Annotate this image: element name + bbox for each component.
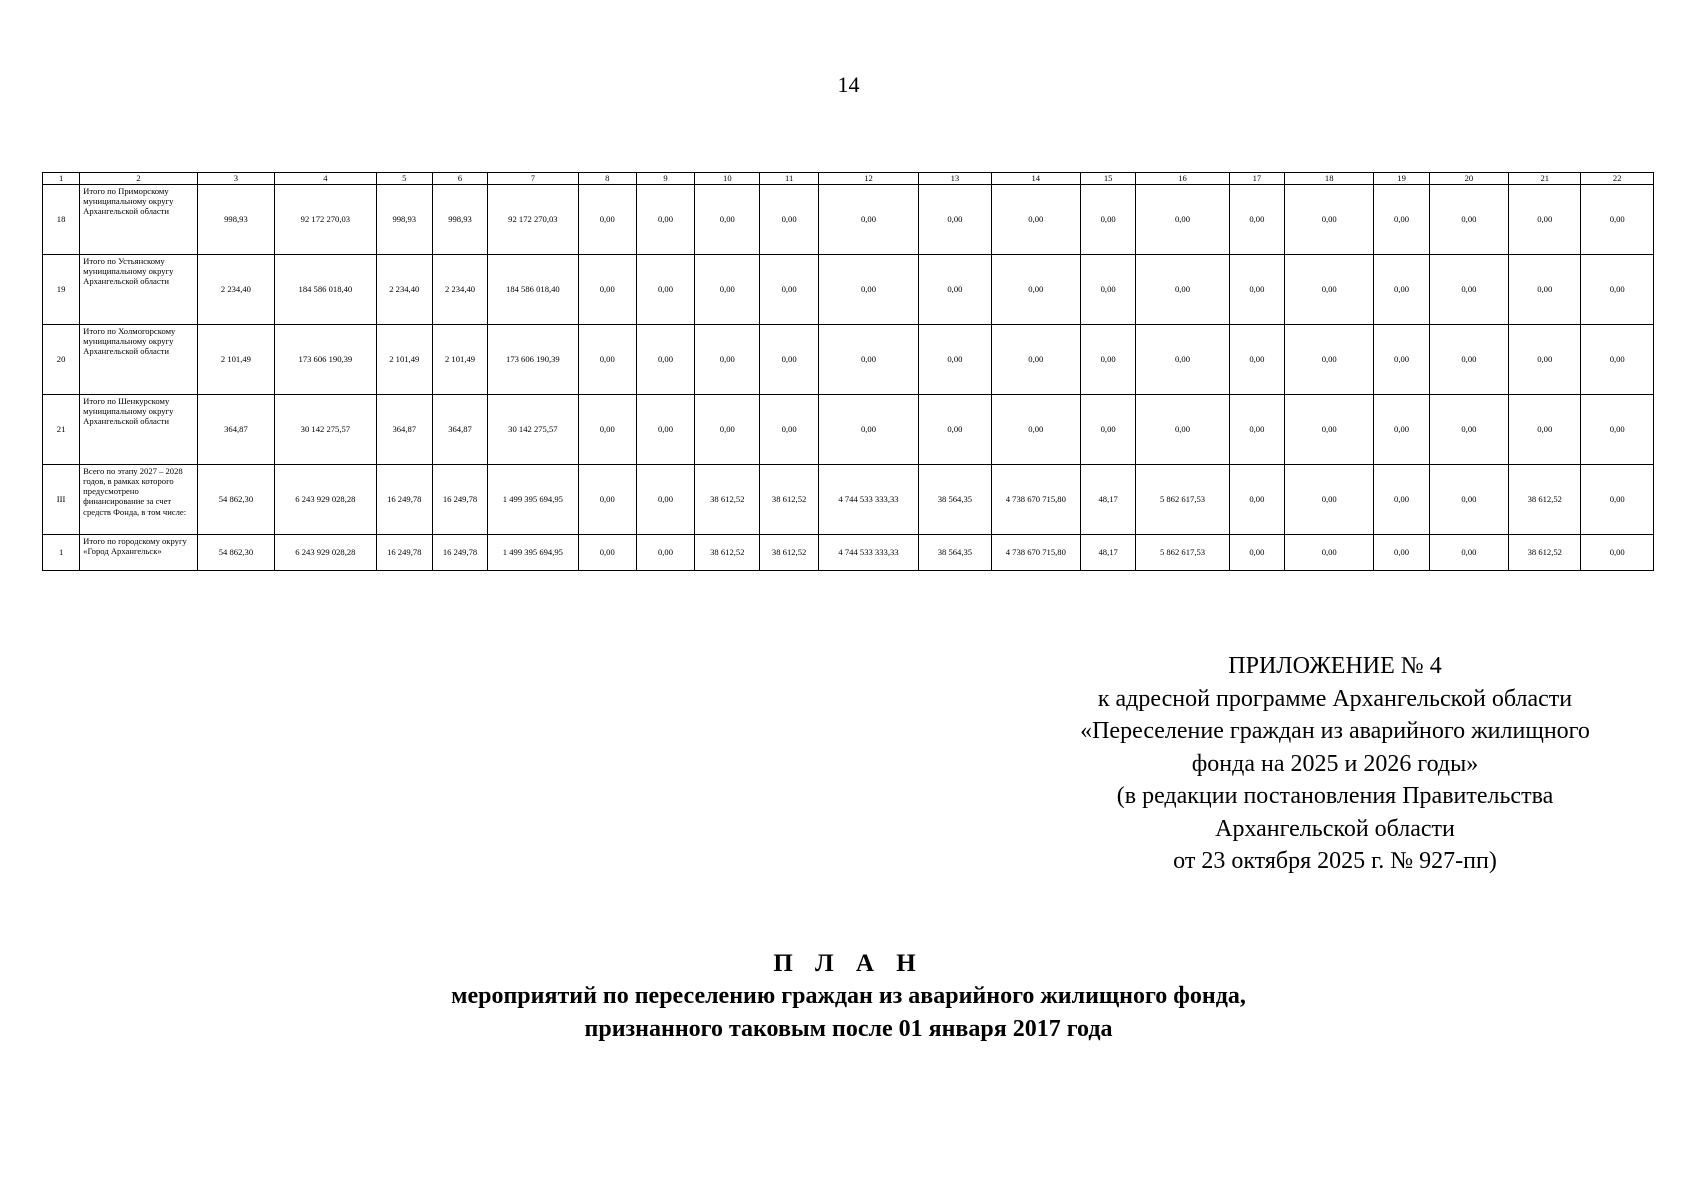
table-cell: 0,00 <box>1285 465 1374 535</box>
table-cell: 0,00 <box>695 185 760 255</box>
table-cell: 0,00 <box>578 185 636 255</box>
table-cell: 0,00 <box>1429 185 1508 255</box>
table-cell: 0,00 <box>760 185 818 255</box>
header-cell: 3 <box>197 173 274 185</box>
header-cell: 2 <box>80 173 198 185</box>
table-row <box>43 325 1654 395</box>
header-cell: 11 <box>760 173 818 185</box>
header-cell: 17 <box>1229 173 1284 185</box>
table-cell: 0,00 <box>578 255 636 325</box>
table-cell: 2 101,49 <box>197 325 274 395</box>
table-cell: 0,00 <box>1229 535 1284 571</box>
table-cell: 92 172 270,03 <box>275 185 377 255</box>
appendix-line: фонда на 2025 и 2026 годы» <box>1191 750 1479 777</box>
table-cell: 2 101,49 <box>432 325 487 395</box>
table-cell: 6 243 929 028,28 <box>275 535 377 571</box>
table-cell: 0,00 <box>1374 465 1429 535</box>
table-cell: 0,00 <box>1081 185 1136 255</box>
table-cell: 0,00 <box>1081 325 1136 395</box>
table-cell: 173 606 190,39 <box>275 325 377 395</box>
table-cell: 0,00 <box>991 185 1080 255</box>
table-cell: 0,00 <box>1229 255 1284 325</box>
table-cell: 38 612,52 <box>1509 535 1581 571</box>
appendix-line: к адресной программе Архангельской области <box>1097 685 1573 712</box>
header-cell: 20 <box>1429 173 1508 185</box>
table-cell: 0,00 <box>818 185 918 255</box>
table-cell: 0,00 <box>1374 395 1429 465</box>
row-number-cell: 20 <box>43 325 80 395</box>
table-cell: 0,00 <box>1429 325 1508 395</box>
table-cell: 0,00 <box>695 325 760 395</box>
table-cell: 0,00 <box>919 395 991 465</box>
table-row <box>43 465 1654 535</box>
table-cell: 48,17 <box>1081 535 1136 571</box>
table-cell: 364,87 <box>376 395 432 465</box>
row-number-cell: III <box>43 465 80 535</box>
table-cell: 0,00 <box>818 395 918 465</box>
row-name-cell: Итого по Приморскому муниципальному округу Архангельской области <box>80 185 198 255</box>
table-cell: 0,00 <box>1136 255 1229 325</box>
table-cell: 998,93 <box>432 185 487 255</box>
table-cell: 998,93 <box>197 185 274 255</box>
table-cell: 1 499 395 694,95 <box>488 535 578 571</box>
table-cell: 0,00 <box>1136 325 1229 395</box>
table-cell: 0,00 <box>1374 535 1429 571</box>
table-cell: 0,00 <box>760 325 818 395</box>
appendix-line: от 23 октября 2025 г. № 927-пп) <box>1173 848 1497 874</box>
table-row <box>43 535 1654 571</box>
table-cell: 54 862,30 <box>197 535 274 571</box>
table-cell: 0,00 <box>919 255 991 325</box>
table-cell: 0,00 <box>578 325 636 395</box>
table-cell: 0,00 <box>919 325 991 395</box>
table-cell: 30 142 275,57 <box>275 395 377 465</box>
row-name-cell: Всего по этапу 2027 – 2028 годов, в рамках которого предусмотрено финансирование за счет средств Фонда, в том числе: <box>80 465 198 535</box>
table-header-row <box>43 173 1654 185</box>
table-cell: 2 234,40 <box>197 255 274 325</box>
table-cell: 0,00 <box>1429 465 1508 535</box>
header-cell: 7 <box>488 173 578 185</box>
table-cell: 0,00 <box>760 395 818 465</box>
header-cell: 1 <box>43 173 80 185</box>
table-cell: 0,00 <box>1081 255 1136 325</box>
table-cell: 0,00 <box>1285 535 1374 571</box>
table-cell: 1 499 395 694,95 <box>488 465 578 535</box>
table-cell: 38 612,52 <box>760 535 818 571</box>
table-cell: 6 243 929 028,28 <box>275 465 377 535</box>
table-cell: 0,00 <box>695 255 760 325</box>
header-cell: 22 <box>1581 173 1654 185</box>
table-cell: 0,00 <box>1136 185 1229 255</box>
table-cell: 54 862,30 <box>197 465 274 535</box>
table-cell: 2 234,40 <box>432 255 487 325</box>
table-cell: 0,00 <box>1509 325 1581 395</box>
table-cell: 0,00 <box>636 395 694 465</box>
table-cell: 4 738 670 715,80 <box>991 535 1080 571</box>
row-number-cell: 1 <box>43 535 80 571</box>
row-name-cell: Итого по Шенкурскому муниципальному округу Архангельской области <box>80 395 198 465</box>
table-cell: 0,00 <box>636 185 694 255</box>
row-name-cell: Итого по городскому округу «Город Архангельск» <box>80 535 198 571</box>
table-cell: 0,00 <box>1285 325 1374 395</box>
table-cell: 0,00 <box>578 465 636 535</box>
table-cell: 0,00 <box>991 325 1080 395</box>
header-cell: 15 <box>1081 173 1136 185</box>
table-cell: 173 606 190,39 <box>488 325 578 395</box>
row-number-cell: 21 <box>43 395 80 465</box>
header-cell: 8 <box>578 173 636 185</box>
table-cell: 0,00 <box>1136 395 1229 465</box>
table-cell: 0,00 <box>578 395 636 465</box>
table-cell: 0,00 <box>1229 395 1284 465</box>
table-cell: 0,00 <box>1581 535 1654 571</box>
appendix-title: ПРИЛОЖЕНИЕ № 4 <box>1228 653 1442 679</box>
table-cell: 5 862 617,53 <box>1136 535 1229 571</box>
table-row <box>43 395 1654 465</box>
table-cell: 0,00 <box>1374 325 1429 395</box>
header-cell: 18 <box>1285 173 1374 185</box>
table-cell: 4 744 533 333,33 <box>818 535 918 571</box>
table-cell: 0,00 <box>1581 465 1654 535</box>
plan-title: П Л А Н <box>773 950 924 977</box>
appendix-line: «Переселение граждан из аварийного жилищного <box>1080 718 1590 744</box>
row-name-cell: Итого по Холмогорскому муниципальному округу Архангельской области <box>80 325 198 395</box>
header-cell: 13 <box>919 173 991 185</box>
table-cell: 0,00 <box>1285 185 1374 255</box>
table-cell: 30 142 275,57 <box>488 395 578 465</box>
header-cell: 4 <box>275 173 377 185</box>
table-cell: 48,17 <box>1081 465 1136 535</box>
table-cell: 0,00 <box>1081 395 1136 465</box>
table-cell: 16 249,78 <box>376 535 432 571</box>
plan-heading <box>0 947 1697 1046</box>
header-cell: 5 <box>376 173 432 185</box>
header-cell: 16 <box>1136 173 1229 185</box>
table-cell: 0,00 <box>695 395 760 465</box>
header-cell: 19 <box>1374 173 1429 185</box>
table-cell: 0,00 <box>760 255 818 325</box>
table-cell: 38 612,52 <box>760 465 818 535</box>
header-cell: 10 <box>695 173 760 185</box>
row-number-cell: 19 <box>43 255 80 325</box>
table-cell: 0,00 <box>818 325 918 395</box>
table-cell: 0,00 <box>1429 255 1508 325</box>
appendix-line: Архангельской области <box>1215 815 1455 842</box>
table-cell: 0,00 <box>1509 395 1581 465</box>
table-cell: 364,87 <box>432 395 487 465</box>
table-cell: 0,00 <box>1229 185 1284 255</box>
table-cell: 0,00 <box>636 535 694 571</box>
table-cell: 0,00 <box>991 395 1080 465</box>
table-cell: 998,93 <box>376 185 432 255</box>
table-cell: 0,00 <box>1581 185 1654 255</box>
row-number-cell: 18 <box>43 185 80 255</box>
table-cell: 16 249,78 <box>376 465 432 535</box>
table-row <box>43 185 1654 255</box>
row-name-cell: Итого по Устьянскому муниципальному округу Архангельской области <box>80 255 198 325</box>
table-cell: 0,00 <box>818 255 918 325</box>
table-cell: 0,00 <box>1229 325 1284 395</box>
table-body <box>43 185 1654 571</box>
table-cell: 0,00 <box>1581 395 1654 465</box>
table-cell: 0,00 <box>1285 255 1374 325</box>
appendix-line: (в редакции постановления Правительства <box>1116 783 1554 809</box>
header-cell: 6 <box>432 173 487 185</box>
header-cell: 9 <box>636 173 694 185</box>
table-cell: 0,00 <box>636 465 694 535</box>
table-cell: 92 172 270,03 <box>488 185 578 255</box>
table-cell: 38 612,52 <box>1509 465 1581 535</box>
table-cell: 2 234,40 <box>376 255 432 325</box>
data-table <box>42 172 1654 571</box>
table-cell: 0,00 <box>578 535 636 571</box>
table-cell: 38 612,52 <box>695 535 760 571</box>
table-row <box>43 255 1654 325</box>
plan-subtitle: мероприятий по переселению граждан из аварийного жилищного фонда, <box>451 983 1246 1009</box>
table-cell: 38 564,35 <box>919 465 991 535</box>
table-cell: 38 612,52 <box>695 465 760 535</box>
table-cell: 0,00 <box>636 325 694 395</box>
table-cell: 0,00 <box>1285 395 1374 465</box>
header-cell: 12 <box>818 173 918 185</box>
table-cell: 364,87 <box>197 395 274 465</box>
table-cell: 184 586 018,40 <box>275 255 377 325</box>
table-cell: 0,00 <box>1374 185 1429 255</box>
table-cell: 16 249,78 <box>432 465 487 535</box>
table-cell: 0,00 <box>1581 255 1654 325</box>
header-cell: 14 <box>991 173 1080 185</box>
table-cell: 2 101,49 <box>376 325 432 395</box>
table-cell: 0,00 <box>636 255 694 325</box>
table-cell: 0,00 <box>919 185 991 255</box>
appendix-block <box>1010 650 1660 878</box>
table-cell: 0,00 <box>991 255 1080 325</box>
table-cell: 184 586 018,40 <box>488 255 578 325</box>
table-cell: 5 862 617,53 <box>1136 465 1229 535</box>
table-cell: 0,00 <box>1374 255 1429 325</box>
header-cell: 21 <box>1509 173 1581 185</box>
table-cell: 16 249,78 <box>432 535 487 571</box>
plan-subtitle: признанного таковым после 01 января 2017 года <box>584 1016 1113 1042</box>
table-cell: 4 744 533 333,33 <box>818 465 918 535</box>
table-cell: 0,00 <box>1429 395 1508 465</box>
table-cell: 0,00 <box>1509 255 1581 325</box>
table-cell: 0,00 <box>1429 535 1508 571</box>
table-cell: 38 564,35 <box>919 535 991 571</box>
table-cell: 0,00 <box>1581 325 1654 395</box>
table-cell: 0,00 <box>1509 185 1581 255</box>
page-number: 14 <box>837 72 860 97</box>
table-cell: 4 738 670 715,80 <box>991 465 1080 535</box>
table-cell: 0,00 <box>1229 465 1284 535</box>
